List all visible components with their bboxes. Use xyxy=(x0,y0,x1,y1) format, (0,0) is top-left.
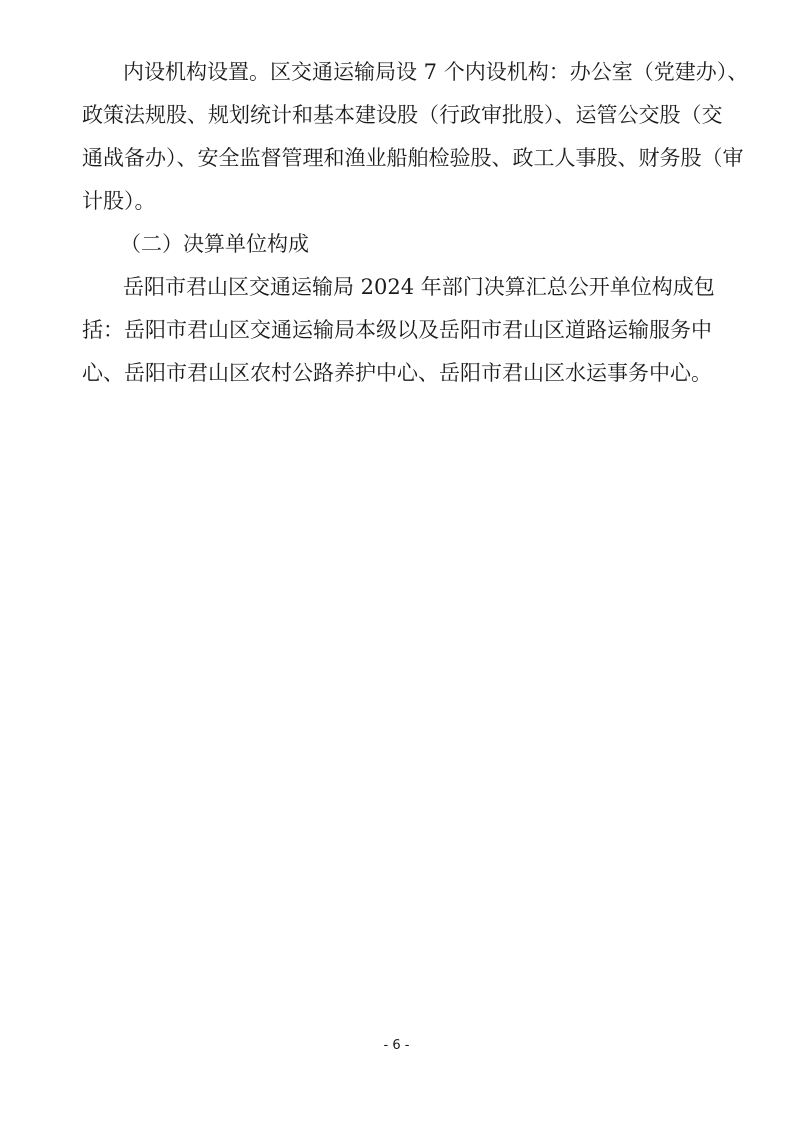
paragraph-1-line-1 xyxy=(0,52,793,92)
paragraph-2-line-1 xyxy=(0,267,793,307)
paragraph-1-line-4 xyxy=(0,181,793,221)
paragraph-1-line-3 xyxy=(0,138,793,178)
text-line: 括：岳阳市君山区交通运输局本级以及岳阳市君山区道路运输服务中 xyxy=(82,318,712,342)
text-line: 岳阳市君山区交通运输局 2024 年部门决算汇总公开单位构成包 xyxy=(123,275,715,299)
paragraph-2-line-3 xyxy=(0,353,793,393)
text-line: 心、岳阳市君山区农村公路养护中心、岳阳市君山区水运事务中心。 xyxy=(82,361,712,385)
section-heading xyxy=(0,224,793,264)
text-line: 计股）。 xyxy=(82,189,156,213)
text-line: 通战备办）、安全监督管理和渔业船舶检验股、政工人事股、财务股（审 xyxy=(82,146,744,170)
text-line: 内设机构设置。区交通运输局设 7 个内设机构：办公室（党建办）、 xyxy=(123,60,749,84)
paragraph-2-line-2 xyxy=(0,310,793,350)
text-line: 政策法规股、规划统计和基本建设股（行政审批股）、运管公交股（交 xyxy=(82,103,723,127)
paragraph-1-line-2 xyxy=(0,95,793,135)
heading-text: （二）决算单位构成 xyxy=(120,232,309,256)
page-number: - 6 - xyxy=(383,1038,410,1053)
